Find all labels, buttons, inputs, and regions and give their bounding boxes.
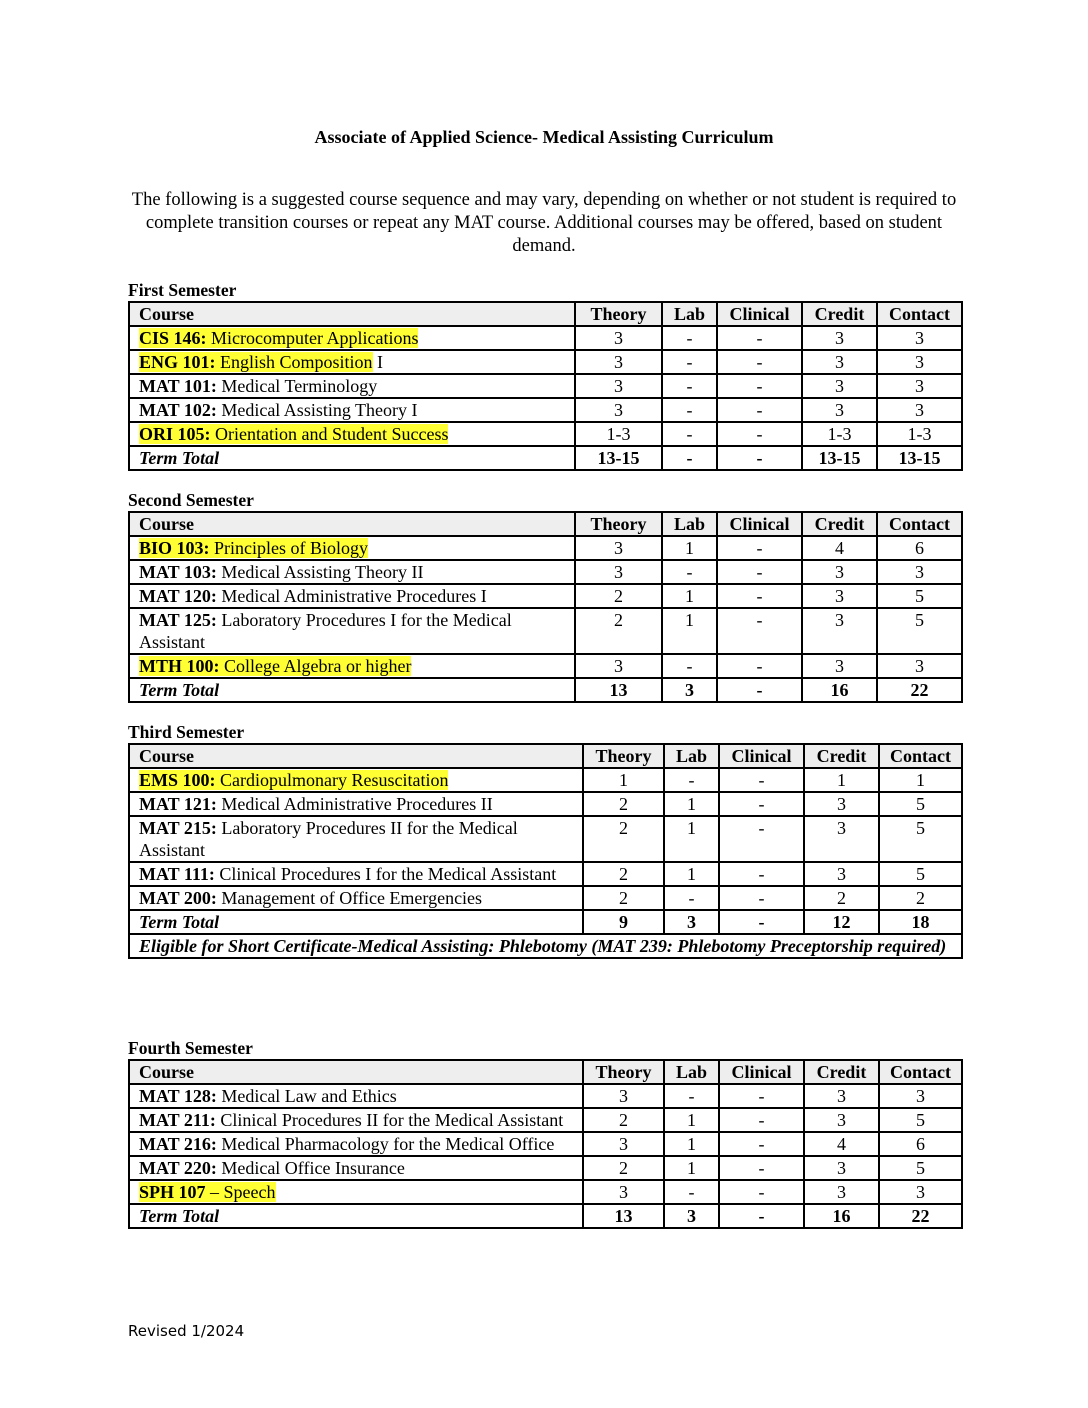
value-cell: 3 [575,374,662,398]
course-name-cell [129,1156,583,1180]
term-total-row [129,678,962,702]
value-cell: 3 [802,350,877,374]
course-row [129,768,962,792]
value-cell: - [717,326,802,350]
value-cell: - [664,768,719,792]
value-cell: 5 [879,1108,962,1132]
course-row [129,584,962,608]
value-cell: 2 [583,792,664,816]
term-total-label: Term Total [129,1204,583,1228]
value-cell: - [662,326,717,350]
course-title: College Algebra or higher [224,656,412,676]
value-cell: 3 [575,398,662,422]
value-cell: 13-15 [575,446,662,470]
value-cell: 5 [877,608,962,654]
column-header: Course [129,744,583,768]
value-cell: 5 [879,1156,962,1180]
course-title: Speech [223,1182,276,1202]
value-cell: 1 [804,768,879,792]
course-row [129,1108,962,1132]
value-cell: 6 [877,536,962,560]
course-table [128,301,963,471]
course-code: MAT 128: [139,1086,217,1106]
course-code: EMS 100: [139,770,216,790]
value-cell: 3 [583,1180,664,1204]
value-cell: 2 [583,816,664,862]
value-cell: - [717,374,802,398]
course-title: Medical Administrative Procedures II [221,794,493,814]
value-cell: - [719,1156,804,1180]
course-code: ENG 101: [139,352,216,372]
value-cell: - [717,398,802,422]
course-name-cell [129,374,575,398]
table-header-row [129,744,962,768]
value-cell: - [717,446,802,470]
eligibility-row [129,934,962,958]
value-cell: 3 [583,1132,664,1156]
value-cell: 2 [583,1156,664,1180]
value-cell: - [719,910,804,934]
value-cell: - [662,374,717,398]
semester-section [128,280,961,471]
value-cell: 3 [804,1084,879,1108]
semester-section [128,1038,961,1229]
column-header: Contact [877,512,962,536]
course-row [129,862,962,886]
column-header: Contact [879,1060,962,1084]
value-cell: - [717,608,802,654]
course-code: MTH 100: [139,656,220,676]
course-title: Medical Assisting Theory II [221,562,424,582]
value-cell: 1 [664,862,719,886]
value-cell: 2 [583,1108,664,1132]
value-cell: 3 [877,326,962,350]
value-cell: 3 [804,1180,879,1204]
value-cell: 3 [877,350,962,374]
semester-section [128,490,961,703]
value-cell: 22 [879,1204,962,1228]
course-code: MAT 200: [139,888,217,908]
value-cell: 5 [879,862,962,886]
value-cell: - [664,1084,719,1108]
term-total-row [129,446,962,470]
course-name-cell [129,792,583,816]
course-name-cell [129,536,575,560]
course-row [129,1156,962,1180]
table-header-row [129,512,962,536]
course-name-cell [129,886,583,910]
value-cell: 3 [877,654,962,678]
value-cell: - [662,654,717,678]
value-cell: 3 [802,374,877,398]
value-cell: 3 [575,654,662,678]
column-header: Theory [583,744,664,768]
value-cell: - [717,584,802,608]
value-cell: 12 [804,910,879,934]
value-cell: - [719,862,804,886]
value-cell: 1 [664,1108,719,1132]
table-header-row [129,1060,962,1084]
course-title-suffix: I [372,352,384,372]
course-row [129,1180,962,1204]
value-cell: 3 [802,326,877,350]
value-cell: - [719,886,804,910]
course-name-cell [129,768,583,792]
value-cell: 5 [879,792,962,816]
value-cell: 6 [879,1132,962,1156]
value-cell: 1-3 [575,422,662,446]
value-cell: 2 [575,584,662,608]
course-name-cell [129,560,575,584]
column-header: Clinical [719,744,804,768]
column-header: Theory [583,1060,664,1084]
course-name-cell [129,584,575,608]
semester-section [128,722,961,959]
value-cell: 4 [804,1132,879,1156]
value-cell: 13-15 [877,446,962,470]
value-cell: 13 [575,678,662,702]
value-cell: - [719,1108,804,1132]
course-title: Clinical Procedures I for the Medical Assistant [219,864,557,884]
course-row [129,422,962,446]
column-header: Theory [575,302,662,326]
value-cell: 3 [877,374,962,398]
course-code: CIS 146: [139,328,207,348]
course-code: MAT 120: [139,586,217,606]
course-code: SPH 107 [139,1182,206,1202]
course-title: Laboratory Procedures I for the Medical Assistant [139,610,512,652]
value-cell: - [662,350,717,374]
semester-title: First Semester [128,280,237,300]
value-cell: - [719,816,804,862]
course-name-cell [129,1132,583,1156]
course-row [129,816,962,862]
column-header: Lab [662,512,717,536]
term-total-label: Term Total [129,910,583,934]
course-title: Medical Terminology [221,376,378,396]
course-title: Medical Office Insurance [221,1158,405,1178]
value-cell: 2 [575,608,662,654]
value-cell: 13-15 [802,446,877,470]
column-header: Credit [804,1060,879,1084]
value-cell: 3 [802,560,877,584]
value-cell: - [719,1204,804,1228]
value-cell: 1 [664,816,719,862]
value-cell: 2 [879,886,962,910]
course-row [129,1084,962,1108]
term-total-label: Term Total [129,446,575,470]
intro-paragraph: The following is a suggested course sequence and may vary, depending on whether or not student is required to complete transition courses or repeat any MAT course. Additional courses may be offered, based on student demand. [131,190,957,256]
course-title: Medical Pharmacology for the Medical Office [221,1134,555,1154]
value-cell: 1 [662,584,717,608]
course-title: Orientation and Student Success [215,424,449,444]
value-cell: 1 [583,768,664,792]
value-cell: - [662,422,717,446]
column-header: Credit [802,512,877,536]
column-header: Course [129,1060,583,1084]
column-header: Contact [879,744,962,768]
semester-title: Second Semester [128,490,254,510]
course-name-cell [129,1180,583,1204]
value-cell: 13 [583,1204,664,1228]
value-cell: 3 [575,536,662,560]
revision-note: Revised 1/2024 [128,1322,245,1340]
value-cell: 3 [575,326,662,350]
course-title: Principles of Biology [214,538,369,558]
course-code: MAT 216: [139,1134,217,1154]
value-cell: 3 [575,350,662,374]
value-cell: 3 [802,654,877,678]
course-name-cell [129,350,575,374]
value-cell: 16 [804,1204,879,1228]
value-cell: 3 [879,1180,962,1204]
course-title: Medical Administrative Procedures I [221,586,487,606]
course-row [129,350,962,374]
value-cell: - [717,536,802,560]
course-code: MAT 215: [139,818,217,838]
course-row [129,536,962,560]
semester-title: Fourth Semester [128,1038,253,1058]
course-title: Laboratory Procedures II for the Medical Assistant [139,818,518,860]
value-cell: - [664,1180,719,1204]
course-separator: – [205,1182,224,1202]
course-name-cell [129,862,583,886]
value-cell: 1-3 [877,422,962,446]
column-header: Theory [575,512,662,536]
course-code: MAT 102: [139,400,217,420]
value-cell: 5 [879,816,962,862]
course-row [129,608,962,654]
course-table [128,1059,963,1229]
value-cell: - [719,1084,804,1108]
value-cell: 9 [583,910,664,934]
course-row [129,654,962,678]
value-cell: 1 [662,608,717,654]
column-header: Clinical [719,1060,804,1084]
value-cell: 3 [879,1084,962,1108]
value-cell: - [717,654,802,678]
course-name-cell [129,654,575,678]
course-row [129,374,962,398]
course-code: MAT 220: [139,1158,217,1178]
course-row [129,1132,962,1156]
course-code: MAT 125: [139,610,217,630]
column-header: Lab [664,744,719,768]
value-cell: 3 [575,560,662,584]
term-total-label: Term Total [129,678,575,702]
value-cell: 3 [877,560,962,584]
course-title: Management of Office Emergencies [221,888,483,908]
column-header: Course [129,302,575,326]
value-cell: 2 [583,886,664,910]
eligibility-note: Eligible for Short Certificate-Medical Assisting: Phlebotomy (MAT 239: Phlebotomy Preceptorship required) [129,934,962,958]
column-header: Lab [664,1060,719,1084]
value-cell: 1-3 [802,422,877,446]
column-header: Clinical [717,512,802,536]
course-name-cell [129,816,583,862]
value-cell: 1 [664,792,719,816]
column-header: Credit [804,744,879,768]
table-header-row [129,302,962,326]
course-title: Cardiopulmonary Resuscitation [220,770,449,790]
course-code: MAT 101: [139,376,217,396]
course-row [129,792,962,816]
value-cell: 3 [802,584,877,608]
value-cell: 3 [802,398,877,422]
value-cell: 3 [804,792,879,816]
value-cell: 1 [879,768,962,792]
value-cell: 18 [879,910,962,934]
value-cell: 3 [804,816,879,862]
course-table [128,743,963,959]
value-cell: - [717,678,802,702]
course-name-cell [129,1084,583,1108]
value-cell: 3 [877,398,962,422]
value-cell: 1 [664,1132,719,1156]
course-title: Medical Assisting Theory I [221,400,418,420]
value-cell: 3 [804,1108,879,1132]
value-cell: - [717,350,802,374]
value-cell: 5 [877,584,962,608]
course-code: MAT 211: [139,1110,216,1130]
term-total-row [129,910,962,934]
course-name-cell [129,326,575,350]
value-cell: - [662,560,717,584]
value-cell: - [717,560,802,584]
value-cell: - [662,446,717,470]
column-header: Credit [802,302,877,326]
course-row [129,326,962,350]
column-header: Lab [662,302,717,326]
value-cell: 3 [583,1084,664,1108]
value-cell: 1 [664,1156,719,1180]
course-title: Clinical Procedures II for the Medical Assistant [220,1110,564,1130]
course-name-cell [129,608,575,654]
course-title: Medical Law and Ethics [221,1086,397,1106]
course-row [129,886,962,910]
course-name-cell [129,1108,583,1132]
column-header: Clinical [717,302,802,326]
course-code: MAT 111: [139,864,215,884]
value-cell: 3 [664,1204,719,1228]
term-total-row [129,1204,962,1228]
page-title: Associate of Applied Science- Medical Assisting Curriculum [314,127,774,147]
value-cell: - [664,886,719,910]
course-code: ORI 105: [139,424,211,444]
value-cell: - [717,422,802,446]
semester-title: Third Semester [128,722,245,742]
value-cell: 3 [804,1156,879,1180]
value-cell: - [719,1132,804,1156]
value-cell: 3 [804,862,879,886]
course-name-cell [129,422,575,446]
course-table [128,511,963,703]
value-cell: 1 [662,536,717,560]
course-row [129,398,962,422]
column-header: Contact [877,302,962,326]
value-cell: 3 [664,910,719,934]
value-cell: 22 [877,678,962,702]
value-cell: - [719,792,804,816]
value-cell: 16 [802,678,877,702]
course-title: Microcomputer Applications [211,328,419,348]
course-name-cell [129,398,575,422]
course-title: English Composition [220,352,373,372]
value-cell: - [719,1180,804,1204]
value-cell: 2 [583,862,664,886]
course-row [129,560,962,584]
course-code: BIO 103: [139,538,210,558]
value-cell: 3 [662,678,717,702]
course-code: MAT 103: [139,562,217,582]
value-cell: 4 [802,536,877,560]
column-header: Course [129,512,575,536]
value-cell: 2 [804,886,879,910]
value-cell: 3 [802,608,877,654]
course-code: MAT 121: [139,794,217,814]
value-cell: - [719,768,804,792]
value-cell: - [662,398,717,422]
